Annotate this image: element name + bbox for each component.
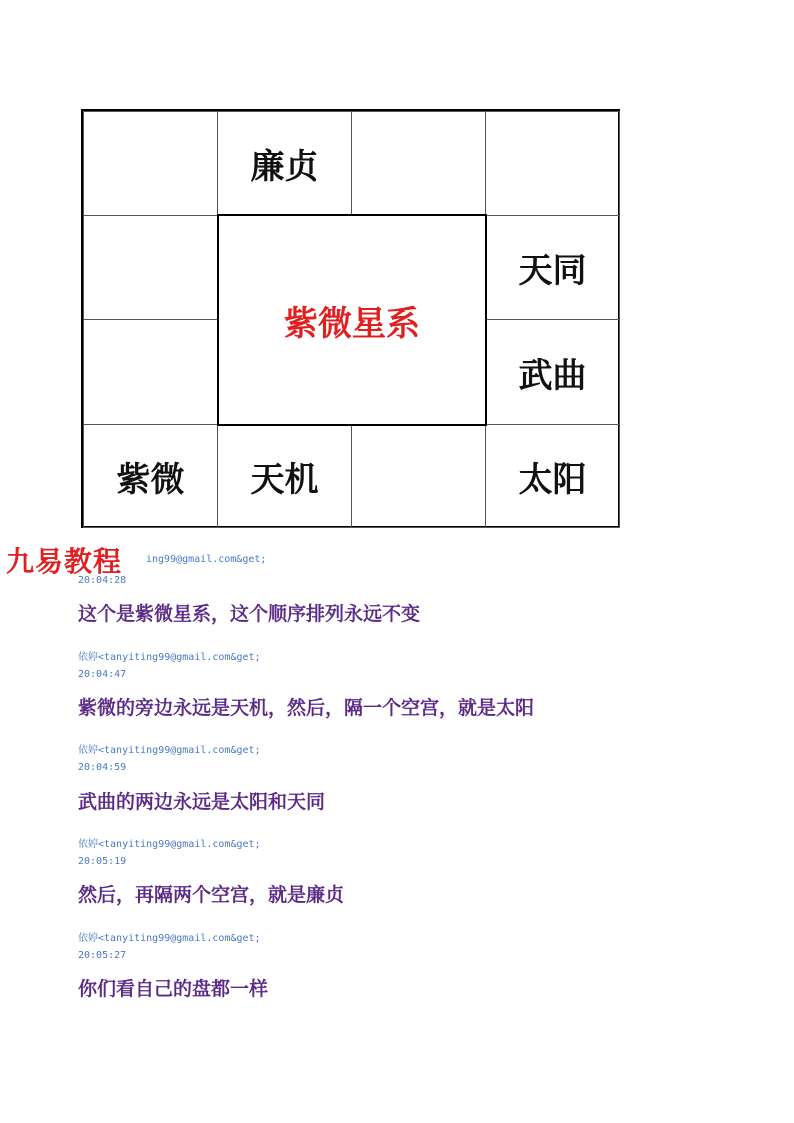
- message-3-time: 20:04:59: [78, 762, 127, 773]
- message-2-text: 紫微的旁边永远是天机，然后，隔一个空宫，就是太阳: [78, 697, 535, 719]
- ziwei-chart-grid: [81, 109, 620, 528]
- chart-cell-r4c1: 紫微: [83, 424, 218, 528]
- chart-cell-r1c4: [485, 111, 620, 216]
- message-3-sender: 依婷<tanyiting99@gmail.com&get;: [78, 745, 261, 756]
- chart-cell-r4c2: 天机: [217, 424, 352, 528]
- message-4-sender: 依婷<tanyiting99@gmail.com&get;: [78, 839, 261, 850]
- message-1-sender: ing99@gmail.com&get;: [146, 554, 267, 565]
- chart-cell-r4c3: [351, 424, 486, 528]
- message-5-time: 20:05:27: [78, 950, 127, 961]
- chart-cell-r1c2: 廉贞: [217, 111, 352, 216]
- message-5-text: 你们看自己的盘都一样: [78, 978, 269, 1000]
- message-5-sender: 依婷<tanyiting99@gmail.com&get;: [78, 933, 261, 944]
- message-3-text: 武曲的两边永远是太阳和天同: [78, 791, 326, 813]
- message-1-time: 20:04:28: [78, 575, 127, 586]
- message-2-sender: 依婷<tanyiting99@gmail.com&get;: [78, 652, 261, 663]
- message-4-time: 20:05:19: [78, 856, 127, 867]
- chart-cell-r3c1: [83, 319, 218, 425]
- chart-cell-r2c4: 天同: [485, 215, 620, 320]
- chart-cell-r2c1: [83, 215, 218, 320]
- chart-center-title: 紫微星系: [217, 214, 487, 426]
- watermark-logo: 九易教程: [6, 545, 123, 578]
- chart-cell-r1c3: [351, 111, 486, 216]
- chart-cell-r4c4: 太阳: [485, 424, 620, 528]
- message-2-time: 20:04:47: [78, 669, 127, 680]
- message-1-text: 这个是紫微星系，这个顺序排列永远不变: [78, 603, 421, 625]
- chart-cell-r3c4: 武曲: [485, 319, 620, 425]
- message-4-text: 然后，再隔两个空宫，就是廉贞: [78, 884, 345, 906]
- chart-cell-r1c1: [83, 111, 218, 216]
